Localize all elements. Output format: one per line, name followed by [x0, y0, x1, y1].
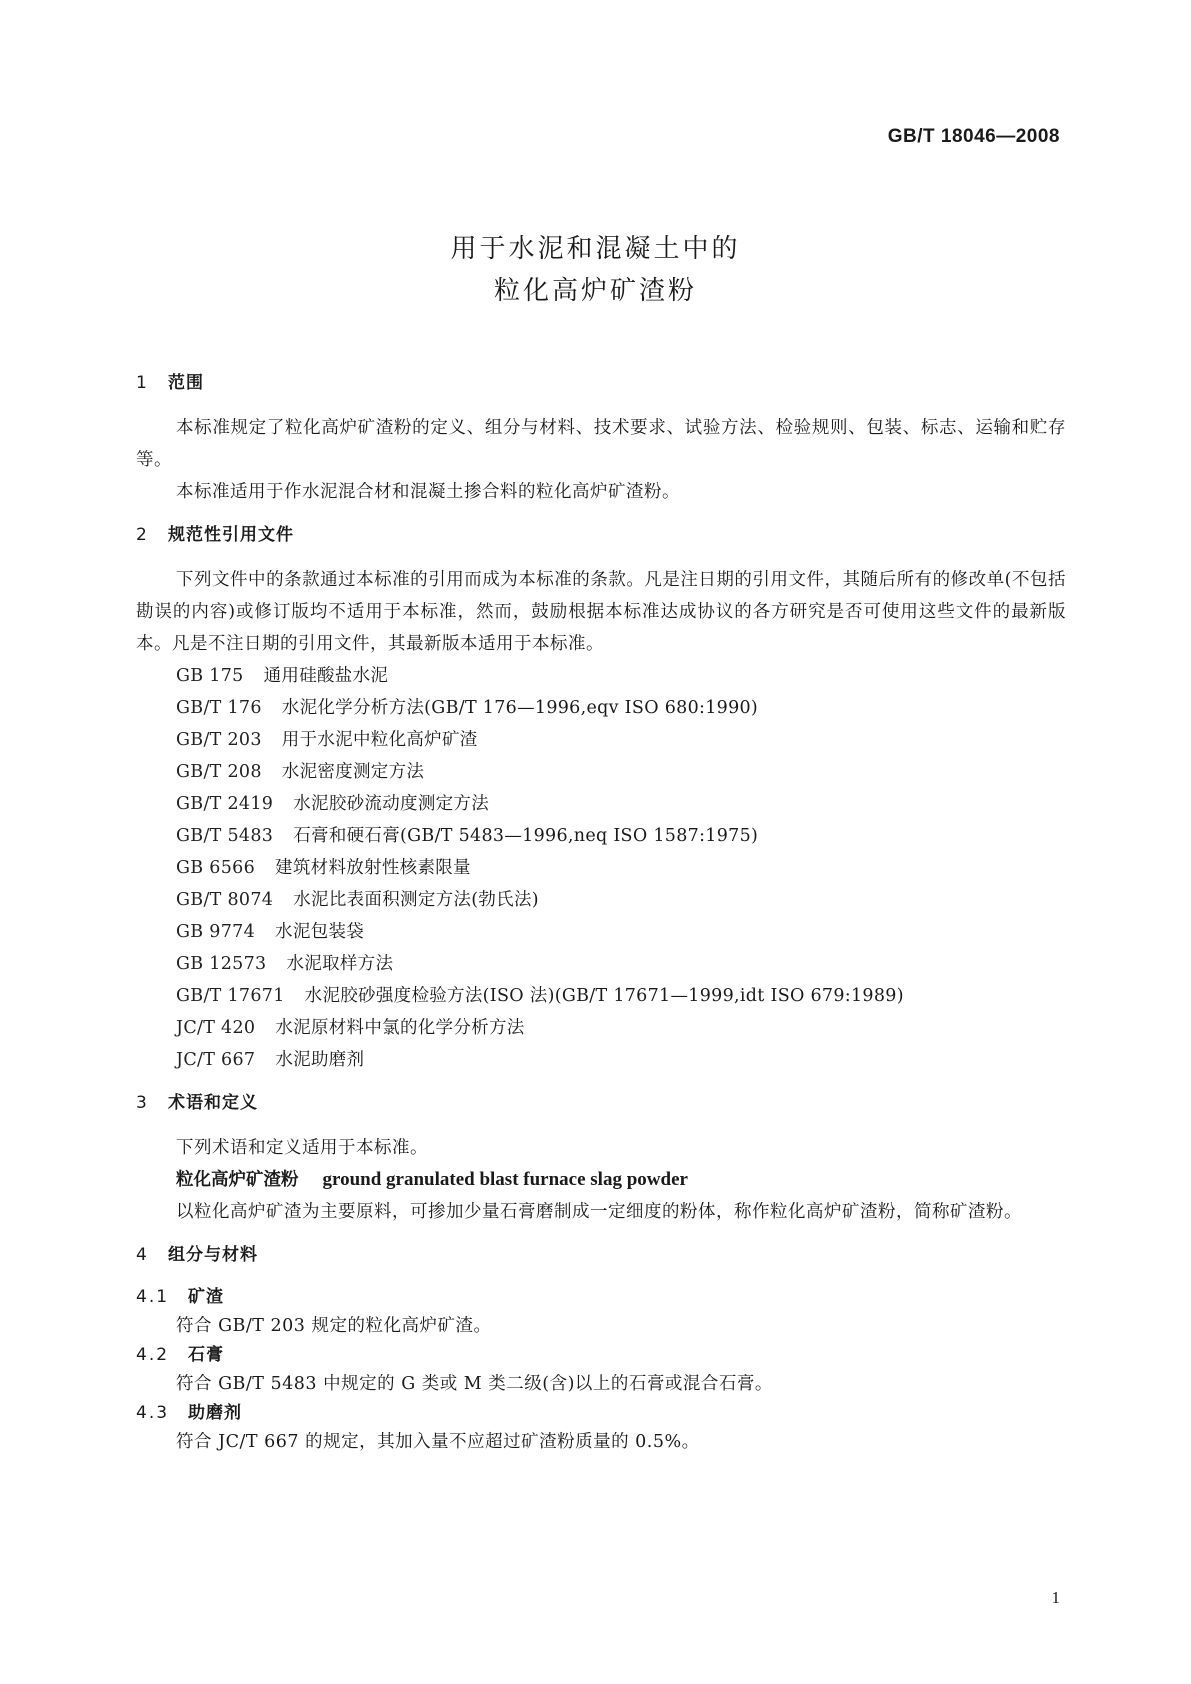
ref-title: 水泥化学分析方法(GB/T 176—1996,eqv ISO 680:1990): [281, 698, 759, 718]
list-item: [136, 1044, 1066, 1076]
section-number: 4: [136, 1245, 148, 1265]
subsection-title: 矿渣: [188, 1287, 224, 1307]
ref-code: GB 6566: [176, 858, 256, 878]
subsection-title: 石膏: [188, 1345, 224, 1365]
list-item: [136, 788, 1066, 820]
section-title: 组分与材料: [168, 1245, 258, 1265]
list-item: [136, 692, 1066, 724]
list-item: [136, 980, 1066, 1012]
reference-list: [136, 660, 1066, 1076]
ref-title: 建筑材料放射性核素限量: [275, 858, 471, 878]
ref-title: 水泥原材料中氯的化学分析方法: [275, 1018, 525, 1038]
subsection-4-2-heading: [136, 1342, 1066, 1368]
ref-title: 水泥密度测定方法: [281, 762, 425, 782]
paragraph: 符合 GB/T 5483 中规定的 G 类或 M 类二级(含)以上的石膏或混合石膏。: [176, 1374, 773, 1394]
list-item: [136, 948, 1066, 980]
ref-title: 水泥胶砂流动度测定方法: [293, 794, 490, 814]
subsection-4-1-heading: [136, 1284, 1066, 1310]
ref-title: 石膏和硬石膏(GB/T 5483—1996,neq ISO 1587:1975): [293, 826, 759, 846]
ref-code: GB/T 176: [176, 698, 262, 718]
document-title: [0, 228, 1191, 312]
paragraph: 下列文件中的条款通过本标准的引用而成为本标准的条款。凡是注日期的引用文件，其随后所有的修改单(不包括勘误的内容)或修订版均不适用于本标准，然而，鼓励根据本标准达成协议的各方研究是否可使用这些文件的最新版本。凡是不注日期的引用文件，其最新版本适用于本标准。: [136, 570, 1066, 654]
list-item: [136, 660, 1066, 692]
term-entry: [136, 1164, 1066, 1196]
ref-code: GB/T 203: [176, 730, 262, 750]
section-3-heading: [136, 1090, 1066, 1116]
ref-code: JC/T 420: [176, 1018, 256, 1038]
ref-title: 用于水泥中粒化高炉矿渣: [281, 730, 478, 750]
ref-title: 通用硅酸盐水泥: [263, 666, 389, 686]
paragraph: 符合 JC/T 667 的规定，其加入量不应超过矿渣粉质量的 0.5%。: [176, 1432, 700, 1452]
ref-code: JC/T 667: [176, 1050, 256, 1070]
ref-code: GB/T 8074: [176, 890, 274, 910]
ref-code: GB 12573: [176, 954, 267, 974]
ref-code: GB 175: [176, 666, 244, 686]
section-number: 3: [136, 1093, 148, 1113]
paragraph: 符合 GB/T 203 规定的粒化高炉矿渣。: [176, 1316, 492, 1336]
term-definition: 以粒化高炉矿渣为主要原料，可掺加少量石膏磨制成一定细度的粉体，称作粒化高炉矿渣粉，简称矿渣粉。: [176, 1202, 1022, 1222]
subsection-number: 4.1: [136, 1287, 170, 1307]
list-item: [136, 884, 1066, 916]
subsection-4-3-heading: [136, 1400, 1066, 1426]
paragraph: 本标准适用于作水泥混合材和混凝土掺合料的粒化高炉矿渣粉。: [176, 482, 680, 502]
section-title: 术语和定义: [168, 1093, 258, 1113]
ref-title: 水泥比表面积测定方法(勃氏法): [293, 890, 539, 910]
section-title: 范围: [168, 373, 204, 393]
ref-code: GB/T 5483: [176, 826, 274, 846]
paragraph: 本标准规定了粒化高炉矿渣粉的定义、组分与材料、技术要求、试验方法、检验规则、包装、标志、运输和贮存等。: [136, 418, 1066, 470]
list-item: [136, 916, 1066, 948]
ref-code: GB/T 17671: [176, 986, 285, 1006]
term-chinese: 粒化高炉矿渣粉: [176, 1170, 299, 1190]
list-item: [136, 852, 1066, 884]
subsection-title: 助磨剂: [188, 1403, 242, 1423]
ref-title: 水泥包装袋: [275, 922, 365, 942]
section-4-heading: [136, 1242, 1066, 1268]
section-2-heading: [136, 522, 1066, 548]
section-1-heading: [136, 370, 1066, 396]
standard-code: GB/T 18046—2008: [887, 126, 1060, 147]
ref-code: GB 9774: [176, 922, 256, 942]
list-item: [136, 820, 1066, 852]
section-number: 2: [136, 525, 148, 545]
subsection-number: 4.2: [136, 1345, 170, 1365]
title-line-2: 粒化高炉矿渣粉: [493, 276, 697, 306]
page-number: 1: [1051, 1588, 1060, 1607]
subsection-number: 4.3: [136, 1403, 170, 1423]
section-number: 1: [136, 373, 148, 393]
ref-title: 水泥胶砂强度检验方法(ISO 法)(GB/T 17671—1999,idt ISO 679:1989): [304, 986, 904, 1006]
document-body: [136, 370, 1066, 1458]
list-item: [136, 756, 1066, 788]
term-english: ground granulated blast furnace slag powder: [322, 1169, 688, 1190]
list-item: [136, 724, 1066, 756]
list-item: [136, 1012, 1066, 1044]
section-title: 规范性引用文件: [168, 525, 294, 545]
ref-code: GB/T 2419: [176, 794, 274, 814]
paragraph: 下列术语和定义适用于本标准。: [176, 1138, 428, 1158]
title-line-1: 用于水泥和混凝土中的: [450, 234, 741, 264]
ref-code: GB/T 208: [176, 762, 262, 782]
ref-title: 水泥助磨剂: [275, 1050, 365, 1070]
ref-title: 水泥取样方法: [286, 954, 394, 974]
